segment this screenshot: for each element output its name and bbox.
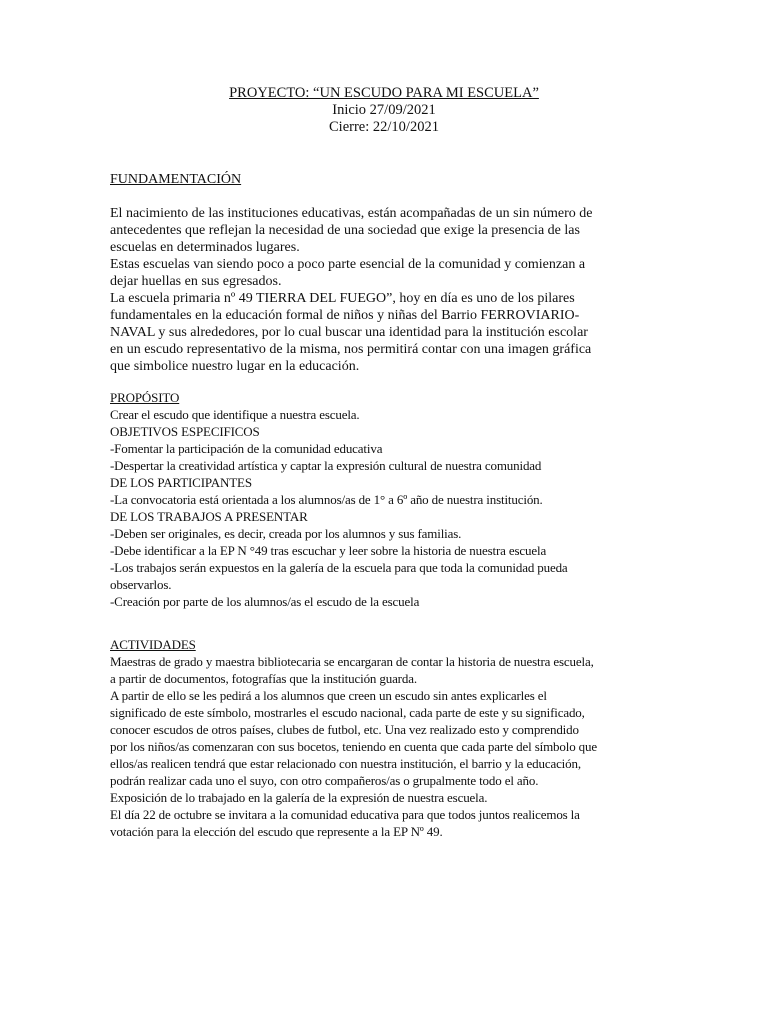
paragraph-line: La escuela primaria nº 49 TIERRA DEL FUEGO”, hoy en día es uno de los pilares bbox=[110, 291, 575, 306]
project-title: PROYECTO: “UN ESCUDO PARA MI ESCUELA” bbox=[229, 85, 539, 101]
fundamentacion-body bbox=[110, 205, 650, 375]
list-line: -Debe identificar a la EP N °49 tras escuchar y leer sobre la historia de nuestra escuela bbox=[110, 543, 547, 558]
paragraph-line: significado de este símbolo, mostrarles el escudo nacional, cada parte de este y su significado, bbox=[110, 705, 585, 720]
paragraph-line: votación para la elección del escudo que represente a la EP Nº 49. bbox=[110, 824, 443, 839]
list-line: observarlos. bbox=[110, 577, 172, 592]
start-date: Inicio 27/09/2021 bbox=[332, 102, 436, 118]
paragraph-line: Maestras de grado y maestra bibliotecaria se encargaran de contar la historia de nuestra escuela, bbox=[110, 654, 594, 669]
paragraph-line: conocer escudos de otros países, clubes de futbol, etc. Una vez realizado esto y comprendido bbox=[110, 722, 579, 737]
paragraph-line: escuelas en determinados lugares. bbox=[110, 240, 300, 255]
paragraph-line: en un escudo representativo de la misma, nos permitirá contar con una imagen gráfica bbox=[110, 342, 592, 357]
list-line: -Los trabajos serán expuestos en la galería de la escuela para que toda la comunidad pueda bbox=[110, 560, 568, 575]
paragraph-line: que simbolice nuestro lugar en la educación. bbox=[110, 359, 360, 374]
paragraph-line: El día 22 de octubre se invitara a la comunidad educativa para que todos juntos realicemos la bbox=[110, 807, 580, 822]
paragraph-line: NAVAL y sus alrededores, por lo cual buscar una identidad para la institución escolar bbox=[110, 325, 588, 340]
paragraph-line: ellos/as realicen tendrá que estar relacionado con nuestra institución, el barrio y la educación, bbox=[110, 756, 581, 771]
proposito-section bbox=[110, 389, 650, 610]
proposito-heading: PROPÓSITO bbox=[110, 390, 180, 405]
end-date: Cierre: 22/10/2021 bbox=[329, 119, 439, 135]
document-header bbox=[0, 85, 768, 136]
list-line: -Creación por parte de los alumnos/as el escudo de la escuela bbox=[110, 594, 420, 609]
list-line: -Despertar la creatividad artística y captar la expresión cultural de nuestra comunidad bbox=[110, 458, 542, 473]
fundamentacion-heading-block bbox=[110, 171, 650, 188]
paragraph-line: podrán realizar cada uno el suyo, con otro compañeros/as o grupalmente todo el año. bbox=[110, 773, 539, 788]
subheading-participantes: DE LOS PARTICIPANTES bbox=[110, 475, 252, 490]
list-line: Crear el escudo que identifique a nuestra escuela. bbox=[110, 407, 360, 422]
paragraph-line: por los niños/as comenzaran con sus bocetos, teniendo en cuenta que cada parte del símbolo que bbox=[110, 739, 597, 754]
paragraph-line: Exposición de lo trabajado en la galería de la expresión de nuestra escuela. bbox=[110, 790, 488, 805]
fundamentacion-heading: FUNDAMENTACIÓN bbox=[110, 172, 242, 187]
paragraph-line: A partir de ello se les pedirá a los alumnos que creen un escudo sin antes explicarles el bbox=[110, 688, 547, 703]
paragraph-line: El nacimiento de las instituciones educativas, están acompañadas de un sin número de bbox=[110, 206, 593, 221]
actividades-heading: ACTIVIDADES bbox=[110, 637, 196, 652]
paragraph-line: a partir de documentos, fotografías que la institución guarda. bbox=[110, 671, 417, 686]
paragraph-line: antecedentes que reflejan la necesidad de una sociedad que exige la presencia de las bbox=[110, 223, 580, 238]
list-line: -Fomentar la participación de la comunidad educativa bbox=[110, 441, 383, 456]
list-line: -La convocatoria está orientada a los alumnos/as de 1° a 6º año de nuestra institución. bbox=[110, 492, 543, 507]
list-line: -Deben ser originales, es decir, creada por los alumnos y sus familias. bbox=[110, 526, 462, 541]
actividades-section bbox=[110, 636, 650, 840]
paragraph-line: fundamentales en la educación formal de niños y niñas del Barrio FERROVIARIO- bbox=[110, 308, 580, 323]
paragraph-line: Estas escuelas van siendo poco a poco parte esencial de la comunidad y comienzan a bbox=[110, 257, 586, 272]
subheading-trabajos: DE LOS TRABAJOS A PRESENTAR bbox=[110, 509, 308, 524]
paragraph-line: dejar huellas en sus egresados. bbox=[110, 274, 282, 289]
subheading-objetivos: OBJETIVOS ESPECIFICOS bbox=[110, 424, 260, 439]
